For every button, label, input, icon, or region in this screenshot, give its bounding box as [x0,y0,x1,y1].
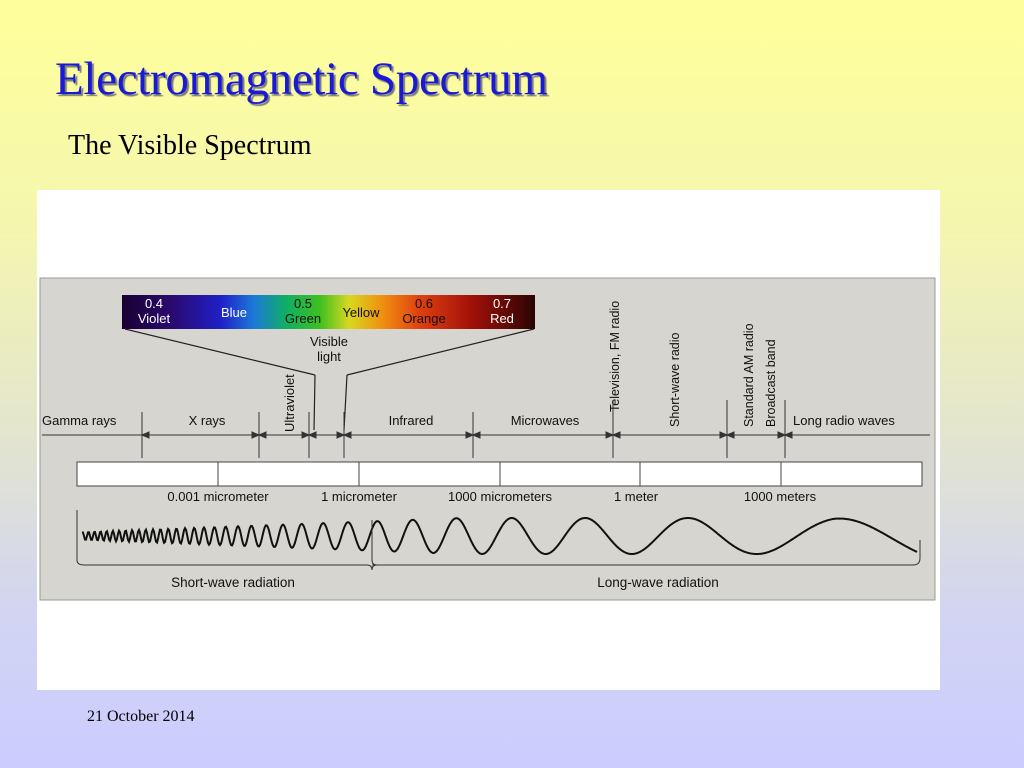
slide-subtitle: The Visible Spectrum [68,130,312,161]
label-x-rays: X rays [188,413,226,428]
visible-light-label-2: light [317,349,341,364]
visible-color-bar [122,295,535,329]
spectrum-panel [37,190,940,690]
spectrum-diagram [37,190,940,690]
scale-1000-meters: 1000 meters [743,489,817,504]
label-broadcast-band: Broadcast band [764,339,778,427]
scale-1-meter: 1 meter [613,489,659,504]
label-0-5: 0.5 [293,296,313,311]
label-red: Red [490,311,514,326]
label-0-6: 0.6 [414,296,434,311]
label-0-4: 0.4 [144,296,164,311]
label-gamma-rays: Gamma rays [42,413,117,428]
visible-light-label-1: Visible [309,334,349,349]
scale-1-micrometer: 1 micrometer [321,489,397,504]
label-long-radio-waves: Long radio waves [793,413,895,428]
label-ultraviolet: Ultraviolet [282,374,297,432]
footer-date: 21 October 2014 [87,708,195,725]
scale-1000-micrometers: 1000 micrometers [447,489,553,504]
label-yellow: Yellow [342,305,380,320]
label-shortwave-radio: Short-wave radio [668,332,682,427]
label-short-wave-radiation: Short-wave radiation [171,575,295,590]
label-orange: Orange [402,311,446,326]
label-long-wave-radiation: Long-wave radiation [597,575,719,590]
label-infrared: Infrared [388,413,434,428]
label-microwaves: Microwaves [510,413,580,428]
label-0-7: 0.7 [492,296,512,311]
label-blue: Blue [220,305,248,320]
label-tv-fm: Television, FM radio [608,300,622,412]
scale-0-001-micrometer: 0.001 micrometer [167,489,269,504]
label-green: Green [284,311,322,326]
label-am-radio: Standard AM radio [742,323,756,427]
label-violet: Violet [137,311,171,326]
slide-title: Electromagnetic Spectrum [55,53,548,105]
